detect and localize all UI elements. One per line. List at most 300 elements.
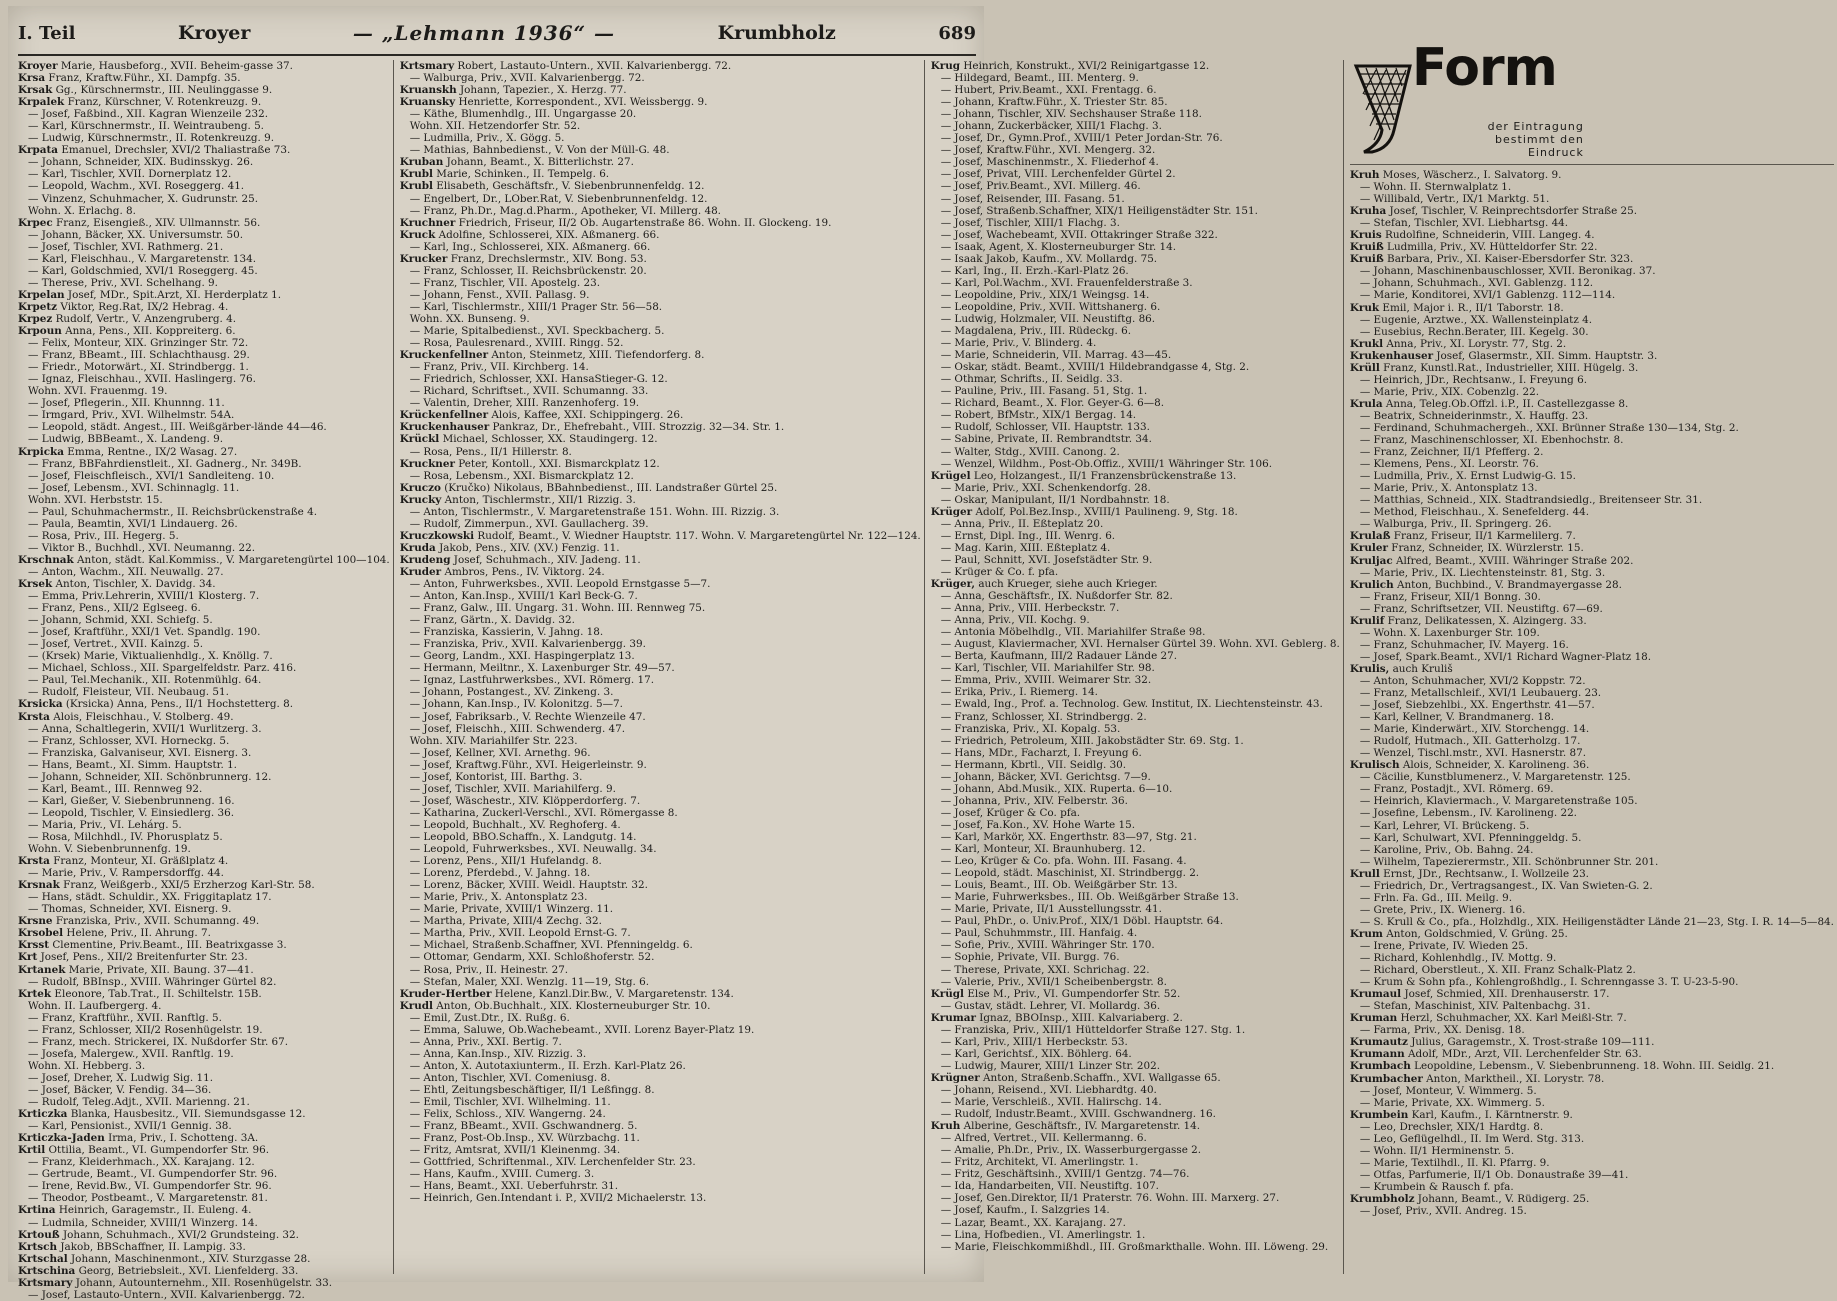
directory-entry: — Berta, Kaufmann, III/2 Radauer Lände 27. — [940, 650, 1178, 663]
directory-entry: Krtsch Jakob, BBSchaffner, II. Lampig. 33. — [18, 1240, 246, 1253]
directory-entry: Krumbholz Johann, Beamt., V. Rüdigerg. 25. — [1349, 1192, 1590, 1205]
directory-entry: — Anton, Fuhrwerksbes., XVII. Leopold Ernstgasse 5—7. — [409, 578, 711, 591]
directory-entry: — Marie, Textilhdl., II. Kl. Pfarrg. 9. — [1359, 1156, 1550, 1169]
directory-entry: — Thomas, Schneider, XVI. Eisnerg. 9. — [28, 903, 232, 916]
directory-entry: — Paul, Schuhmmstr., III. Hanfaig. 4. — [940, 927, 1138, 940]
directory-entry: Krpetz Viktor, Reg.Rat, IX/2 Hebrag. 4. — [18, 300, 229, 313]
directory-entry: Kruder Ambros, Pens., IV. Viktorg. 24. — [399, 565, 605, 578]
directory-entry: Kruchner Friedrich, Friseur, II/2 Ob. Augartenstraße 86. Wohn. II. Glockeng. 19. — [399, 216, 832, 229]
directory-entry: — Marie, Private, XX. Wimmerg. 5. — [1359, 1096, 1545, 1109]
directory-entry: — Franz, Zeichner, II/1 Pfefferg. 2. — [1359, 446, 1544, 459]
directory-entry: Wohn. XII. Hetzendorfer Str. 52. — [409, 120, 581, 133]
directory-entry: Krtanek Marie, Private, XII. Baung. 37—41. — [18, 963, 254, 976]
directory-entry: — Karl, Ing., II. Erzh.-Karl-Platz 26. — [940, 264, 1129, 277]
directory-entry: Krüger, auch Krueger, siehe auch Krieger. — [930, 578, 1158, 591]
directory-entry: — Franz, Metallschleif., XVI/1 Leubauerg. 23. — [1359, 687, 1602, 700]
page-number: 689 — [938, 22, 976, 44]
directory-entry: — Therese, Priv., XVI. Schelhang. 9. — [28, 276, 218, 289]
directory-entry: — Othmar, Schrifts., II. Seidlg. 33. — [940, 373, 1123, 386]
directory-entry: — Marie, Kinderwärt., XIV. Storchengg. 14. — [1359, 723, 1590, 736]
directory-entry: — Robert, BfMstr., XIX/1 Bergag. 14. — [940, 409, 1137, 422]
directory-entry: Krsta Alois, Fleischhau., V. Stolberg. 49. — [18, 710, 234, 723]
directory-entry: Krpalek Franz, Kürschner, V. Rotenkreuzg. 9. — [18, 96, 262, 109]
directory-entry: — Josef, Wäschestr., XIV. Klöpperdorferg. 7. — [409, 794, 641, 807]
directory-entry: — Leopold, Fuhrwerksbes., XVI. Neuwallg. 34. — [409, 843, 657, 856]
directory-entry: — Josef, Tischler, XVI. Rathmerg. 21. — [28, 240, 224, 253]
directory-entry: — Paula, Beamtin, XVI/1 Lindauerg. 26. — [28, 517, 238, 530]
directory-entry: — Ewald, Ing., Prof. a. Technolog. Gew. Institut, IX. Liechtensteinstr. 43. — [940, 698, 1323, 711]
directory-entry: — Walburga, Priv., XVII. Kalvarienbergg. 72. — [409, 72, 645, 85]
directory-entry: — Isaak, Agent, X. Klosterneuburger Str. 14. — [940, 240, 1177, 253]
directory-entry: — Johann, Fenst., XVII. Pallasg. 9. — [409, 288, 590, 301]
directory-entry: — Josef, Lastauto-Untern., XVII. Kalvarienbergg. 72. — [28, 1288, 305, 1301]
directory-entry: — Stefan, Maschinist, XIV. Paltenbachg. 31. — [1359, 1000, 1591, 1013]
directory-entry: Krügner Anton, Straßenb.Schaffn., XVI. Wallgasse 65. — [930, 1071, 1221, 1084]
directory-entry: — Karl, Kellner, V. Brandmanerg. 18. — [1359, 711, 1555, 724]
directory-entry: — Method, Fleischhau., X. Senefelderg. 44. — [1359, 506, 1590, 519]
directory-entry: — Wohn. II/1 Herminenstr. 5. — [1359, 1144, 1515, 1157]
directory-entry: Krula Anna, Teleg.Ob.Offzl. i.P., II. Castellezgasse 8. — [1349, 397, 1629, 410]
directory-entry: Krpicka Emma, Rentne., IX/2 Wasag. 27. — [18, 445, 238, 458]
directory-entry: — Walburga, Priv., II. Springerg. 26. — [1359, 518, 1552, 531]
directory-entry: Krticzka-Jaden Irma, Priv., I. Schotteng. 3A. — [18, 1132, 259, 1145]
directory-entry: — Antonia Möbelhdlg., VII. Mariahilfer Straße 98. — [940, 626, 1206, 639]
directory-entry: — Amalie, Ph.Dr., Priv., IX. Wasserburgergasse 2. — [940, 1144, 1202, 1157]
directory-entry: Kruk Emil, Major i. R., II/1 Taborstr. 18. — [1349, 301, 1564, 314]
directory-entry: — Anna, Kan.Insp., XIV. Rizzig. 3. — [409, 1047, 587, 1060]
directory-entry: Krsne Franziska, Priv., XVII. Schumanng. 49. — [18, 915, 260, 928]
directory-entry: — Rosa, Paulesrenard., XVIII. Ringg. 52. — [409, 337, 624, 350]
directory-page — [8, 6, 1834, 1301]
directory-entry: — Fritz, Architekt, VI. Amerlingstr. 1. — [940, 1156, 1139, 1169]
directory-entry: — Paul, Schuhmachermstr., II. Reichsbrückenstraße 4. — [28, 505, 318, 518]
directory-entry: — Ferdinand, Schuhmachergeh., XXI. Brünner Straße 130—134, Stg. 2. — [1359, 421, 1739, 434]
directory-entry: — Anton, Kan.Insp., XVIII/1 Karl Beck-G. 7. — [409, 590, 638, 603]
directory-entry: Krsobel Helene, Priv., II. Ahrung. 7. — [18, 927, 211, 940]
directory-entry: — Isaak Jakob, Kaufm., XV. Mollardg. 75. — [940, 252, 1158, 265]
directory-entry: — Johann, Schuhmach., XVI. Gablenzg. 112. — [1359, 277, 1594, 290]
directory-entry: — Irene, Private, IV. Wieden 25. — [1359, 940, 1529, 952]
directory-entry: — Karl, Markör, XX. Engerthstr. 83—97, Stg. 21. — [940, 831, 1197, 843]
directory-entry: — Marie, Private, II/1 Ausstellungsstr. 41. — [940, 903, 1162, 916]
directory-entry: — Josef, Kraftwg.Führ., XVI. Heigerleinstr. 9. — [409, 758, 647, 771]
directory-entry: — Marie, Priv., V. Rampersdorffg. 44. — [28, 867, 224, 880]
directory-entry: — Vinzenz, Schuhmacher, X. Gudrunstr. 25. — [28, 192, 259, 205]
directory-entry: — Karl, Pol.Wachm., XVI. Frauenfelderstraße 3. — [940, 276, 1193, 289]
directory-entry: — Sabine, Private, II. Rembrandtstr. 34. — [940, 433, 1152, 446]
directory-entry: — Gustav, städt. Lehrer, VI. Mollardg. 36. — [940, 999, 1161, 1012]
directory-entry: — Stefan, Maler, XXI. Wenzlg. 11—19, Stg. 6. — [409, 975, 650, 988]
directory-entry: — Michael, Straßenb.Schaffner, XVI. Pfenningeldg. 6. — [409, 939, 693, 952]
directory-entry: — Josef, Fabriksarb., V. Rechte Wienzeile 47. — [409, 710, 646, 723]
section-label: I. Teil — [18, 22, 76, 44]
directory-entry: — August, Klaviermacher, XVI. Hernalser Gürtel 39. Wohn. XVI. Geblerg. 8. — [940, 638, 1340, 651]
directory-entry: — Gertrude, Beamt., VI. Gumpendorfer Str. 96. — [28, 1168, 278, 1181]
directory-entry: — Lina, Hofbedien., VI. Amerlingstr. 1. — [940, 1228, 1146, 1241]
directory-entry: — Franziska, Priv., XVII. Kalvarienbergg. 39. — [409, 638, 646, 651]
directory-entry: — Josef, Reisender, III. Fasang. 51. — [940, 192, 1125, 205]
directory-entry: — Paul, Tel.Mechanik., XII. Rotenmühlg. 64. — [28, 674, 262, 687]
directory-entry: Krsek Anton, Tischler, X. Davidg. 34. — [18, 578, 216, 591]
directory-entry: — Willibald, Vertr., IX/1 Marktg. 51. — [1359, 193, 1550, 206]
directory-entry: Krtschal Johann, Maschinenmont., XIV. Sturzgasse 28. — [18, 1252, 311, 1265]
directory-entry: — Leopold, Tischler, V. Einsiedlerg. 36. — [28, 806, 235, 819]
directory-entry: — Johann, Zuckerbäcker, XIII/1 Flachg. 3. — [940, 120, 1162, 133]
directory-entry: — Franz, Galw., III. Ungarg. 31. Wohn. III. Rennweg 75. — [409, 602, 706, 615]
directory-entry: — Anna, Priv., XXI. Bertig. 7. — [409, 1035, 562, 1048]
directory-entry: Krumbach Leopoldine, Lebensm., V. Siebenbrunneng. 18. Wohn. III. Seidlg. 21. — [1349, 1060, 1775, 1073]
directory-entry: — Frln. Fa. Gd., III. Meilg. 9. — [1359, 891, 1513, 904]
directory-entry: — Franziska, Galvaniseur, XVI. Eisnerg. 3. — [28, 746, 252, 759]
directory-entry: Kruczkowski Rudolf, Beamt., V. Wiedner Hauptstr. 117. Wohn. V. Margaretengürtel Nr. 122—124. — [399, 529, 921, 542]
directory-entry: — Franz, Schlosser, XVI. Horneckg. 5. — [28, 734, 230, 747]
directory-entry: Krug Heinrich, Konstrukt., XVI/2 Reinigartgasse 12. — [930, 60, 1210, 72]
directory-entry: — Karl, Fleischhau., V. Margaretenstr. 134. — [28, 252, 257, 265]
directory-entry: — Karl, Kürschnermstr., II. Weintraubeng. 5. — [28, 120, 264, 133]
directory-entry: — Leopold, städt. Maschinist, XI. Strindbergg. 2. — [940, 867, 1200, 880]
form-advertisement — [1350, 38, 1834, 165]
directory-entry: — Paul, Schnitt, XVI. Josefstädter Str. 9. — [940, 553, 1153, 566]
directory-entry: — Anton, Tischlermstr., V. Margaretenstraße 151. Wohn. III. Rizzig. 3. — [409, 505, 780, 518]
directory-entry: — Irmgard, Priv., XVI. Wilhelmstr. 54A. — [28, 409, 235, 422]
directory-entry: — Hans, Beamt., XXI. Ueberfuhrstr. 31. — [409, 1180, 619, 1193]
directory-entry: Wohn. XVI. Frauenmg. 19. — [28, 385, 168, 398]
directory-entry: Krtina Heinrich, Garagemstr., II. Euleng. 4. — [18, 1204, 252, 1217]
header-divider — [18, 54, 976, 56]
directory-entry: — Josef, Priv., XVII. Andreg. 15. — [1359, 1205, 1527, 1218]
directory-entry: — Engelbert, Dr., LOber.Rat, V. Siebenbrunnenfeldg. 12. — [409, 192, 708, 205]
directory-entry: — Katharina, Zuckerl-Verschl., XVI. Römergasse 8. — [409, 806, 678, 819]
directory-entry: — Rosa, Milchhdl., IV. Phorusplatz 5. — [28, 831, 223, 843]
directory-entry: — Rudolf, Industr.Beamt., XVIII. Gschwandnerg. 16. — [940, 1108, 1216, 1121]
directory-entry: Krulich Anton, Buchbind., V. Brandmayergasse 28. — [1349, 578, 1622, 591]
directory-entry: — Marie, Priv., V. Blinderg. 4. — [940, 337, 1097, 350]
directory-entry: — Karl, Tischlermstr., XIII/1 Prager Str. 56—58. — [409, 300, 663, 313]
directory-entry: — Ignaz, Fleischhau., XVII. Haslingerg. 76. — [28, 373, 256, 386]
directory-entry: — Heinrich, Klaviermach., V. Margaretenstraße 105. — [1359, 795, 1638, 808]
directory-entry: — Irene, Revid.Bw., VI. Gumpendorfer Str. 96. — [28, 1180, 272, 1193]
directory-entry: — Friedrich, Dr., Vertragsangest., IX. Van Swieten-G. 2. — [1359, 879, 1653, 892]
directory-entry: — Richard, Schriftset., XVII. Schumanng. 33. — [409, 385, 649, 398]
directory-entry: — Johann, Schmid, XXI. Schiefg. 5. — [28, 614, 213, 627]
directory-entry: — Karl, Ing., Schlosserei, XIX. Aßmanerg. 66. — [409, 240, 651, 253]
directory-entry: Kruler Franz, Schneider, IX. Würzlerstr. 15. — [1349, 542, 1584, 555]
directory-entry: — Heinrich, Gen.Intendant i. P., XVII/2 Michaelerstr. 13. — [409, 1192, 707, 1205]
directory-entry: — Friedrich, Petroleum, XIII. Jakobstädter Str. 69. Stg. 1. — [940, 734, 1244, 747]
directory-entry: Krschnak Anton, städt. Kal.Kommiss., V. Margaretengürtel 100—104. — [18, 553, 390, 566]
directory-entry: — Karl, Tischler, VII. Mariahilfer Str. 98. — [940, 662, 1155, 675]
directory-entry: — Hans, Beamt., XI. Simm. Hauptstr. 1. — [28, 758, 237, 771]
directory-entry: — Krüger & Co. f. pfa. — [940, 565, 1059, 578]
directory-entry: — Ludmila, Schneider, XVIII/1 Winzerg. 14. — [28, 1216, 258, 1229]
directory-entry: Krudeng Josef, Schuhmach., XIV. Jadeng. 11. — [399, 553, 641, 566]
directory-entry: — Marie, Priv., IX. Liechtensteinstr. 81, Stg. 3. — [1359, 566, 1606, 579]
directory-entry: Krtschina Georg, Betriebsleit., XVI. Lienfelderg. 33. — [18, 1264, 299, 1277]
directory-entry: Kruljac Alfred, Beamt., XVIII. Währinger Straße 202. — [1349, 554, 1634, 567]
directory-entry: — Ludmilla, Priv., X. Ernst Ludwig-G. 15. — [1359, 470, 1576, 483]
directory-entry: Krsta Franz, Monteur, XI. Gräßlplatz 4. — [18, 855, 229, 868]
directory-column-1 — [18, 60, 394, 1301]
directory-entry: — Franz, Kraftführ., XVII. Ranftlg. 5. — [28, 1011, 222, 1024]
directory-entry: — Eugenie, Arztwe., XX. Wallensteinplatz 4. — [1359, 313, 1593, 326]
ad-headline: Form — [1411, 38, 1557, 98]
directory-entry: — Alfred, Vertret., VII. Kellermanng. 6. — [940, 1132, 1147, 1145]
directory-entry: — Valentin, Dreher, XIII. Ranzenhoferg. 19. — [409, 397, 640, 410]
directory-entry: Krügel Leo, Holzangest., II/1 Franzensbrückenstraße 13. — [930, 469, 1237, 482]
directory-entry: — Leopold, städt. Angest., III. Weißgärber-lände 44—46. — [28, 421, 327, 434]
directory-entry: Kruckner Peter, Kontoll., XXI. Bismarckplatz 12. — [399, 457, 660, 470]
directory-entry: — Heinrich, JDr., Rechtsanw., I. Freyung 6. — [1359, 373, 1588, 386]
directory-entry: — Johann, Tischler, XIV. Sechshauser Straße 118. — [940, 108, 1202, 121]
directory-entry: — Georg, Landm., XXI. Haspingerplatz 13. — [409, 650, 635, 663]
directory-entry: — Leo, Krüger & Co. pfa. Wohn. III. Fasang. 4. — [940, 855, 1187, 868]
directory-entry: — Paul, PhDr., o. Univ.Prof., XIX/1 Döbl. Hauptstr. 64. — [940, 915, 1224, 928]
directory-entry: — Viktor B., Buchhdl., XVI. Neumanng. 22. — [28, 541, 256, 554]
directory-entry: — Josefine, Lebensm., IV. Karolineng. 22. — [1359, 807, 1577, 820]
directory-entry: Krsnak Franz, Weißgerb., XXI/5 Erzherzog Karl-Str. 58. — [18, 879, 315, 892]
directory-entry: Krucker Franz, Drechslermstr., XIV. Bong. 53. — [399, 252, 647, 265]
directory-entry: Kruczo (Kručko) Nikolaus, BBahnbedienst., III. Landstraßer Gürtel 25. — [399, 481, 778, 494]
directory-entry: — Josef, Kraftw.Führ., XVI. Mengerg. 32. — [940, 144, 1156, 157]
directory-entry: — Rosa, Priv., II. Heinestr. 27. — [409, 963, 569, 976]
directory-entry: — Louis, Beamt., III. Ob. Weißgärber Str. 13. — [940, 879, 1178, 892]
directory-entry: — Franz, Maschinenschlosser, XI. Ebenhochstr. 8. — [1359, 434, 1624, 447]
directory-entry: — Felix, Monteur, XIX. Grinzinger Str. 72. — [28, 337, 249, 350]
directory-entry: — Josef, Krüger & Co. pfa. — [940, 806, 1081, 819]
directory-entry: Krudl Anton, Ob.Buchhalt., XIX. Klosterneuburger Str. 10. — [399, 999, 711, 1012]
directory-entry: — Leopoldine, Priv., XIX/1 Weingsg. 14. — [940, 288, 1150, 301]
directory-entry: — Käthe, Blumenhdlg., III. Ungargasse 20. — [409, 108, 637, 121]
directory-entry: — Franz, Gärtn., X. Davidg. 32. — [409, 614, 575, 627]
directory-entry: — Wohn. X. Laxenburger Str. 109. — [1359, 626, 1540, 639]
directory-entry: — Walter, Stdg., XVIII. Canong. 2. — [940, 445, 1120, 458]
directory-entry: — Rudolf, Zimmerpun., XVI. Gaullacherg. 39. — [409, 517, 649, 530]
directory-entry: — Franz, Postadjt., XVI. Römerg. 69. — [1359, 783, 1554, 796]
directory-entry: — Josef, Priv.Beamt., XVI. Millerg. 46. — [940, 180, 1141, 193]
directory-entry: Kruder-Hertber Helene, Kanzl.Dir.Bw., V. Margaretenstr. 134. — [399, 987, 734, 1000]
directory-entry: — Karl, Goldschmied, XVI/1 Roseggerg. 45. — [28, 264, 258, 277]
directory-entry: — Josefa, Malergew., XVII. Ranftlg. 19. — [28, 1047, 234, 1060]
directory-entry: Krulis, auch Kruliš — [1349, 662, 1453, 675]
directory-entry: Krpata Emanuel, Drechsler, XVI/2 Thaliastraße 73. — [18, 144, 291, 157]
directory-entry: — Franz, Ph.Dr., Mag.d.Pharm., Apotheker, VI. Millerg. 48. — [409, 204, 721, 217]
directory-entry: — Leo, Drechsler, XIX/1 Hardtg. 8. — [1359, 1120, 1544, 1133]
directory-entry: — Michael, Schloss., XII. Spargelfeldstr. Parz. 416. — [28, 662, 297, 675]
directory-entry: — Ida, Handarbeiten, VII. Neustiftg. 107. — [940, 1180, 1159, 1193]
directory-entry: — Marie, Priv., X. Antonsplatz 23. — [409, 891, 588, 904]
directory-entry: — Johann, Schneider, XIX. Budinsskyg. 26. — [28, 156, 254, 169]
directory-entry: Krtek Eleonore, Tab.Trat., II. Schiltelstr. 15B. — [18, 987, 262, 1000]
directory-entry: Kruban Johann, Beamt., X. Bitterlichstr. 27. — [399, 156, 634, 169]
directory-entry: Krpelan Josef, MDr., Spit.Arzt, XI. Herderplatz 1. — [18, 288, 282, 301]
directory-entry: — Anton, Tischler, XVI. Comeniusg. 8. — [409, 1071, 611, 1084]
directory-entry: — Beatrix, Schneiderinmstr., X. Hauffg. 23. — [1359, 409, 1589, 422]
directory-entry: Krumbacher Anton, Marktheil., XI. Lorystr. 78. — [1349, 1072, 1605, 1085]
directory-entry: — Marie, Priv., XIX. Cobenzlg. 22. — [1359, 385, 1540, 398]
directory-entry: Krucky Anton, Tischlermstr., XII/1 Rizzig. 3. — [399, 493, 636, 506]
directory-entry: — Wilhelm, Tapezierermstr., XII. Schönbrunner Str. 201. — [1359, 855, 1659, 868]
directory-entry: Kruman Herzl, Schuhmacher, XX. Karl Meißl-Str. 7. — [1349, 1012, 1627, 1025]
directory-entry: — S. Krull & Co., pfa., Holzhdlg., XIX. Heiligenstädter Lände 21—23, Stg. I. R. 14—5—84. — [1359, 915, 1834, 928]
directory-entry: — Josef, Faßbind., XII. Kagran Wienzeile 232. — [28, 108, 269, 121]
directory-entry: — Josef, Straßenb.Schaffner, XIX/1 Heiligenstädter Str. 151. — [940, 204, 1258, 217]
directory-entry: Krumautz Julius, Garagemstr., X. Trost-straße 109—111. — [1349, 1036, 1655, 1049]
directory-entry: — Karl, Priv., XIII/1 Herbeckstr. 53. — [940, 1035, 1128, 1048]
directory-entry: — Franz, BBeamt., III. Schlachthausg. 29. — [28, 349, 250, 362]
directory-entry: — Hans, Kaufm., XVIII. Cumerg. 3. — [409, 1168, 595, 1181]
directory-entry: — Josef, Tischler, XIII/1 Flachg. 3. — [940, 216, 1120, 229]
directory-entry: — Krumbein & Rausch f. pfa. — [1359, 1180, 1514, 1193]
directory-entry: — Josef, Dr., Gymn.Prof., XVIII/1 Peter Jordan-Str. 76. — [940, 132, 1223, 145]
directory-entry: — Gottfried, Schriftenmal., XIV. Lerchenfelder Str. 23. — [409, 1156, 696, 1169]
first-entry-word: Kroyer — [178, 22, 251, 44]
directory-entry: — Josef, Vertret., XVII. Kainzg. 5. — [28, 638, 204, 651]
directory-entry: — Johann, Bäcker, XX. Universumstr. 50. — [28, 228, 244, 241]
directory-entry: — Rosa, Lebensm., XXI. Bismarckplatz 12. — [409, 469, 634, 482]
directory-entry: — Friedr., Motorwärt., XI. Strindbergg. 1. — [28, 361, 249, 374]
directory-entry: — Cäcilie, Kunstblumenerz., V. Margaretenstr. 125. — [1359, 771, 1631, 784]
directory-entry: Krubl Elisabeth, Geschäftsfr., V. Siebenbrunnenfeldg. 12. — [399, 180, 705, 193]
directory-entry: — Martha, Priv., XVII. Leopold Ernst-G. 7. — [409, 927, 631, 940]
directory-entry: Kruckenhauser Pankraz, Dr., Ehefrebaht., VIII. Strozzig. 32—34. Str. 1. — [399, 421, 785, 434]
directory-entry: Kruh Moses, Wäscherz., I. Salvatorg. 9. — [1349, 169, 1562, 181]
directory-entry: — Johann, Kan.Insp., IV. Kolonitzg. 5—7. — [409, 698, 623, 711]
directory-entry: Krumaul Josef, Schmied, XII. Drenhauserstr. 17. — [1349, 988, 1610, 1001]
directory-entry: Krulif Franz, Delikatessen, X. Alzingerg. 33. — [1349, 614, 1587, 627]
directory-entry: Wohn. XI. Hebberg. 3. — [28, 1059, 146, 1072]
directory-entry: — Hermann, Kbrtl., VII. Seidlg. 30. — [940, 758, 1127, 771]
directory-entry: — Franziska, Kassierin, V. Jahng. 18. — [409, 626, 604, 639]
directory-entry: — Anton, X. Autotaxiunterm., II. Erzh. Karl-Platz 26. — [409, 1059, 686, 1072]
page-header — [18, 16, 976, 50]
directory-entry: — Josef, Pflegerin., XII. Khunnng. 11. — [28, 397, 225, 410]
directory-entry: — Franz, Schriftsetzer, VII. Neustiftg. 67—69. — [1359, 602, 1603, 615]
directory-entry: — Franz, Schlosser, XI. Strindbergg. 2. — [940, 710, 1147, 723]
directory-entry: — Leo, Geflügelhdl., II. Im Werd. Stg. 313. — [1359, 1132, 1585, 1145]
directory-entry: Kruis Rudolfine, Schneiderin, VIII. Langeg. 4. — [1349, 229, 1595, 242]
directory-entry: — Rudolf, Teleg.Adjt., XVII. Marienng. 21. — [28, 1096, 250, 1109]
directory-entry: — Emil, Tischler, XVI. Wilhelming. 11. — [409, 1096, 611, 1109]
directory-entry: Krumar Ignaz, BBOInsp., XIII. Kalvariaberg. 2. — [930, 1011, 1183, 1024]
directory-entry: — Franz, Post-Ob.Insp., XV. Würzbachg. 11. — [409, 1132, 640, 1145]
directory-entry: — Sofie, Priv., XVIII. Währinger Str. 170. — [940, 939, 1155, 952]
directory-entry: — Franz, Schuhmacher, IV. Mayerg. 16. — [1359, 638, 1569, 651]
directory-entry: — Josef, Fa.Kon., XV. Hohe Warte 15. — [940, 818, 1135, 831]
ad-tagline-line: bestimmt den — [1495, 133, 1584, 146]
directory-entry: — Sophie, Private, VII. Burgg. 76. — [940, 951, 1120, 964]
directory-entry: — Josef, Maschinenmstr., X. Fliederhof 4. — [940, 156, 1159, 169]
directory-entry: Krull Ernst, JDr., Rechtsanw., I. Wollzeile 23. — [1349, 867, 1589, 880]
directory-entry: — Josef, Kellner, XVI. Arnethg. 96. — [409, 746, 591, 759]
directory-entry: — Valerie, Priv., XVII/1 Scheibenbergstr. 8. — [940, 975, 1167, 988]
directory-entry: — Franz, Pens., XII/2 Eglseeg. 6. — [28, 602, 201, 615]
directory-entry: — Franziska, Priv., XIII/1 Hütteldorfer Straße 127. Stg. 1. — [940, 1023, 1246, 1036]
directory-entry: — Johanna, Priv., XIV. Felberstr. 36. — [940, 794, 1128, 807]
directory-entry: — Johann, Schneider, XII. Schönbrunnerg. 12. — [28, 770, 272, 783]
directory-entry: — Karl, Beamt., III. Rennweg 92. — [28, 782, 203, 795]
directory-entry: — Anton, Schuhmacher, XVI/2 Koppstr. 72. — [1359, 674, 1586, 687]
directory-entry: Krügl Else M., Priv., VI. Gumpendorfer Str. 52. — [930, 987, 1181, 1000]
directory-entry: — Karl, Lehrer, VI. Brückeng. 5. — [1359, 819, 1530, 832]
directory-entry: — Grete, Priv., IX. Wienerg. 16. — [1359, 903, 1526, 916]
directory-entry: — Josef, Spark.Beamt., XVI/1 Richard Wagner-Platz 18. — [1359, 650, 1652, 663]
directory-entry: — Matthias, Schneid., XIX. Stadtrandsiedlg., Breitenseer Str. 31. — [1359, 494, 1703, 507]
directory-entry: — Rosa, Priv., III. Hegerg. 5. — [28, 529, 179, 542]
directory-entry: Wohn. II. Laufbergerg. 4. — [28, 999, 162, 1012]
directory-entry: — Marie, Private, XVIII/1 Winzerg. 11. — [409, 903, 614, 916]
directory-entry: Krsicka (Krsicka) Anna, Pens., II/1 Hochstetterg. 8. — [18, 698, 294, 711]
directory-entry: — Anna, Priv., VII. Kochg. 9. — [940, 614, 1090, 627]
directory-entry: — Josef, Gen.Direktor, II/1 Praterstr. 76. Wohn. III. Marxerg. 27. — [940, 1192, 1280, 1205]
directory-entry: — Ludmilla, Priv., X. Gögg. 5. — [409, 132, 565, 145]
directory-entry: — Wenzel, Tischl.mstr., XVI. Hasnerstr. 87. — [1359, 747, 1587, 760]
directory-entry: — Franz, BBFahrdienstleit., XI. Gadnerg., Nr. 349B. — [28, 457, 302, 470]
directory-entry: Kruansky Henriette, Korrespondent., XVI. Weissbergg. 9. — [399, 96, 708, 109]
directory-column-3 — [931, 60, 1344, 1274]
directory-entry: — Franz, mech. Strickerei, IX. Nußdorfer Str. 67. — [28, 1035, 289, 1048]
directory-entry: Krukenhauser Josef, Glasermstr., XII. Simm. Hauptstr. 3. — [1349, 349, 1658, 362]
directory-entry: Krpec Franz, Eisengieß., XIV. Ullmannstr. 56. — [18, 216, 261, 229]
directory-column-2 — [400, 60, 925, 1274]
directory-entry: — Maria, Priv., VI. Lehárg. 5. — [28, 818, 182, 831]
directory-entry: — Krum & Sohn pfa., Kohlengroßhdlg., I. Schrenngasse 3. T. U-23-5-90. — [1359, 976, 1739, 989]
directory-entry: — Emma, Saluwe, Ob.Wachebeamt., XVII. Lorenz Bayer-Platz 19. — [409, 1023, 755, 1036]
directory-entry: — Karl, Tischler, XVII. Dornerplatz 12. — [28, 168, 232, 181]
directory-entry: — Richard, Oberstleut., X. XII. Franz Schalk-Platz 2. — [1359, 964, 1636, 977]
directory-entry: — Franz, BBeamt., XVII. Gschwandnerg. 5. — [409, 1120, 638, 1133]
directory-entry: Kruck Adolfine, Schlosserei, XIX. Aßmanerg. 66. — [399, 228, 660, 241]
directory-entry: Krulaß Franz, Friseur, II/1 Karmelilerg. 7. — [1349, 530, 1576, 543]
directory-entry: — Hans, MDr., Facharzt, I. Freyung 6. — [940, 746, 1142, 759]
directory-entry: — Mathias, Bahnbedienst., V. Von der Müll-G. 48. — [409, 144, 670, 157]
ad-tagline-line: der Eintragung — [1487, 120, 1584, 133]
directory-entry: — Fritz, Geschäftsinh., XVIII/1 Gentzg. 74—76. — [940, 1168, 1190, 1181]
directory-entry: Krückenfellner Alois, Kaffee, XXI. Schippingerg. 26. — [399, 409, 684, 422]
directory-entry: — Oskar, städt. Beamt., XVIII/1 Hildebrandgasse 4, Stg. 2. — [940, 361, 1250, 374]
directory-entry: Krüger Adolf, Pol.Bez.Insp., XVIII/1 Paulineng. 9, Stg. 18. — [930, 505, 1238, 518]
directory-entry: — Josef, Dreher, X. Ludwig Sig. 11. — [28, 1071, 214, 1084]
directory-entry: — Marie, Konditorei, XVI/1 Gablenzg. 112—114. — [1359, 289, 1616, 302]
directory-entry: — Leopold, BBO.Schaffn., X. Landgutg. 14. — [409, 831, 637, 843]
directory-entry: — Ludwig, Holzmaler, VII. Neustiftg. 86. — [940, 312, 1156, 325]
directory-entry: — Therese, Private, XXI. Schrichag. 22. — [940, 963, 1150, 976]
directory-entry: — Karl, Gießer, V. Siebenbrunneng. 16. — [28, 794, 235, 807]
directory-entry: — Ignaz, Lastfuhrwerksbes., XVI. Römerg. 17. — [409, 674, 655, 687]
directory-entry: Kruiß Ludmilla, Priv., XV. Hütteldorfer Str. 22. — [1349, 241, 1598, 254]
directory-columns — [18, 38, 1834, 1301]
directory-entry: — Lorenz, Pferdebd., V. Jahng. 18. — [409, 867, 591, 880]
directory-entry: Wohn. XVI. Herbststr. 15. — [28, 493, 163, 506]
directory-entry: — Josef, Privat, VIII. Lerchenfelder Gürtel 2. — [940, 168, 1176, 181]
directory-entry: — Hubert, Priv.Beamt., XXI. Frentagg. 6. — [940, 84, 1157, 97]
directory-entry: — Klemens, Pens., XI. Leorstr. 76. — [1359, 458, 1539, 471]
directory-entry: — Rudolf, Hutmach., XII. Gatterholzg. 17. — [1359, 735, 1581, 748]
directory-entry: — Josef, Tischler, XVII. Mariahilferg. 9. — [409, 782, 616, 795]
directory-entry: Krtil Ottilia, Beamt., VI. Gumpendorfer Str. 96. — [18, 1144, 270, 1157]
directory-entry: — Johann, Kraftw.Führ., X. Triester Str. 85. — [940, 96, 1168, 109]
directory-entry: — Emma, Priv.Lehrerin, XVIII/1 Klosterg. 7. — [28, 590, 260, 603]
directory-entry: — Richard, Beamt., X. Flor. Geyer-G. 6—8. — [940, 397, 1165, 410]
directory-entry: — Marie, Schneiderin, VII. Marrag. 43—45. — [940, 349, 1172, 362]
directory-entry: Krubl Marie, Schinken., II. Tempelg. 6. — [399, 168, 610, 181]
directory-entry: Kruanskh Johann, Tapezier., X. Herzg. 77. — [399, 84, 627, 97]
directory-entry: — Karl, Schulwart, XVI. Pfenninggeldg. 5. — [1359, 831, 1582, 844]
directory-entry: Krumbein Karl, Kaufm., I. Kärntnerstr. 9. — [1349, 1108, 1573, 1121]
directory-entry: Krückl Michael, Schlosser, XX. Staudingerg. 12. — [399, 433, 658, 446]
directory-entry: — Ludwig, BBBeamt., X. Landeng. 9. — [28, 433, 224, 446]
directory-entry: Kruda Jakob, Pens., XIV. (XV.) Fenzig. 11. — [399, 541, 620, 554]
directory-entry: — Fritz, Amtsrat, XVII/1 Kleinenmg. 34. — [409, 1144, 621, 1157]
